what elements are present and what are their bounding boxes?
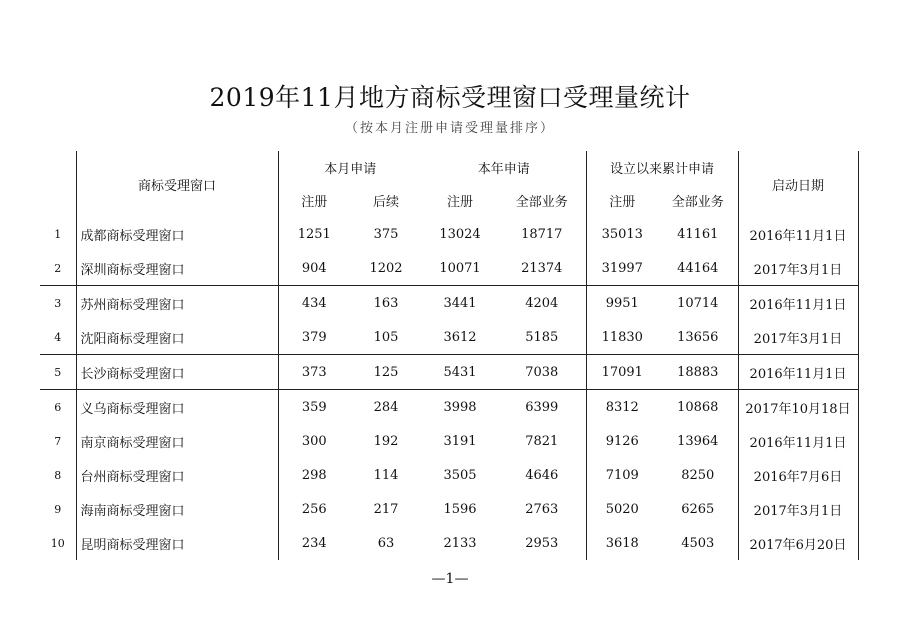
row-index: 1 — [54, 227, 62, 241]
year-registration: 3612 — [443, 329, 477, 345]
table-row — [40, 286, 858, 321]
year-all-business: 21374 — [521, 260, 563, 276]
month-follow-up: 284 — [350, 390, 422, 425]
year-all-business-header: 全部业务 — [515, 195, 568, 210]
start-date: 2017年3月1日 — [738, 251, 858, 286]
cumulative-header: 设立以来累计申请 — [586, 151, 738, 184]
row-index: 2 — [54, 261, 62, 275]
start-date: 2016年11月1日 — [738, 217, 858, 251]
month-follow-up: 217 — [373, 501, 399, 517]
cumulative-registration: 31997 — [586, 251, 658, 286]
page-number: —1— — [431, 571, 469, 587]
cumulative-registration: 35013 — [586, 217, 658, 251]
year-registration: 10071 — [439, 260, 481, 276]
month-registration: 434 — [278, 286, 350, 321]
table-row — [40, 390, 858, 425]
year-registration: 3998 — [422, 390, 498, 425]
month-registration: 298 — [301, 467, 327, 483]
table-row — [40, 217, 858, 251]
start-date: 2017年10月18日 — [738, 390, 858, 425]
row-index: 7 — [54, 434, 62, 448]
start-date: 2017年3月1日 — [738, 492, 858, 526]
start-date: 2017年3月1日 — [738, 320, 858, 355]
year-all-business: 2763 — [525, 501, 559, 517]
row-index: 4 — [54, 330, 62, 344]
cumulative-all-business-header: 全部业务 — [671, 195, 724, 210]
year-registration-header: 注册 — [446, 195, 473, 210]
year-registration: 2133 — [443, 535, 477, 551]
this-year-header: 本年申请 — [477, 162, 530, 177]
cumulative-registration: 8312 — [586, 390, 658, 425]
year-all-business: 4204 — [498, 286, 586, 321]
cumulative-all-business: 6265 — [681, 501, 715, 517]
window-name: 南京商标受理窗口 — [76, 424, 278, 458]
year-all-business: 5185 — [525, 329, 559, 345]
row-index: 10 — [50, 536, 65, 550]
table-row — [40, 492, 858, 526]
month-registration: 373 — [278, 355, 350, 390]
table-row — [40, 251, 858, 286]
month-registration: 379 — [301, 329, 327, 345]
window-name: 苏州商标受理窗口 — [76, 286, 278, 321]
table-row — [40, 320, 858, 355]
cumulative-registration: 5020 — [586, 492, 658, 526]
month-follow-up: 105 — [373, 329, 399, 345]
window-name: 义乌商标受理窗口 — [76, 390, 278, 425]
month-follow-up: 125 — [350, 355, 422, 390]
window-header: 商标受理窗口 — [76, 151, 278, 217]
page-subtitle: （按本月注册申请受理量排序） — [344, 121, 555, 136]
month-follow-up: 63 — [377, 535, 395, 551]
row-index: 3 — [40, 286, 76, 321]
month-follow-up: 163 — [350, 286, 422, 321]
window-name: 长沙商标受理窗口 — [76, 355, 278, 390]
start-date: 2016年11月1日 — [738, 286, 858, 321]
page-title: 2019年11月地方商标受理窗口受理量统计 — [209, 83, 691, 112]
table-row — [40, 458, 858, 492]
month-follow-up: 1202 — [369, 260, 403, 276]
window-name: 台州商标受理窗口 — [76, 458, 278, 492]
year-registration: 3505 — [443, 467, 477, 483]
cumulative-all-business: 18883 — [658, 355, 738, 390]
year-registration: 3191 — [443, 433, 477, 449]
start-date: 2017年6月20日 — [738, 526, 858, 560]
month-registration: 234 — [301, 535, 327, 551]
cumulative-all-business: 41161 — [677, 226, 719, 242]
window-name: 海南商标受理窗口 — [76, 492, 278, 526]
month-registration: 1251 — [297, 226, 331, 242]
month-registration: 256 — [301, 501, 327, 517]
year-all-business: 6399 — [498, 390, 586, 425]
window-name: 沈阳商标受理窗口 — [76, 320, 278, 355]
cumulative-all-business: 10714 — [658, 286, 738, 321]
start-date: 2016年7月6日 — [738, 458, 858, 492]
index-header — [40, 151, 76, 217]
month-registration: 904 — [301, 260, 327, 276]
year-registration: 3441 — [422, 286, 498, 321]
cumulative-registration: 11830 — [586, 320, 658, 355]
cumulative-registration: 17091 — [586, 355, 658, 390]
month-follow-up: 192 — [373, 433, 399, 449]
month-registration: 300 — [301, 433, 327, 449]
year-registration: 1596 — [443, 501, 477, 517]
year-registration: 5431 — [422, 355, 498, 390]
year-all-business: 2953 — [525, 535, 559, 551]
start-date: 2016年11月1日 — [738, 424, 858, 458]
row-index: 5 — [40, 355, 76, 390]
table-row — [40, 424, 858, 458]
year-all-business: 7038 — [498, 355, 586, 390]
cumulative-all-business: 8250 — [681, 467, 715, 483]
start-date-header: 启动日期 — [738, 151, 858, 217]
cumulative-all-business: 10868 — [658, 390, 738, 425]
table-row — [40, 526, 858, 560]
table-row — [40, 355, 858, 390]
year-all-business: 18717 — [521, 226, 563, 242]
this-month-header: 本月申请 — [324, 162, 377, 177]
cumulative-registration: 9126 — [586, 424, 658, 458]
month-registration-header: 注册 — [301, 195, 328, 210]
table-body — [40, 217, 858, 560]
window-name: 昆明商标受理窗口 — [76, 526, 278, 560]
cumulative-all-business: 13656 — [677, 329, 719, 345]
cumulative-registration: 9951 — [586, 286, 658, 321]
cumulative-all-business: 13964 — [677, 433, 719, 449]
cumulative-all-business: 44164 — [677, 260, 719, 276]
row-index: 9 — [54, 502, 62, 516]
row-index: 6 — [40, 390, 76, 425]
window-name: 深圳商标受理窗口 — [76, 251, 278, 286]
year-registration: 13024 — [439, 226, 481, 242]
cumulative-all-business: 4503 — [681, 535, 715, 551]
month-follow-up-header: 后续 — [372, 195, 399, 210]
month-registration: 359 — [278, 390, 350, 425]
statistics-table — [40, 151, 859, 560]
cumulative-registration: 7109 — [586, 458, 658, 492]
month-follow-up: 375 — [373, 226, 399, 242]
window-name: 成都商标受理窗口 — [76, 217, 278, 251]
start-date: 2016年11月1日 — [738, 355, 858, 390]
year-all-business: 4646 — [525, 467, 559, 483]
month-follow-up: 114 — [373, 467, 399, 483]
cumulative-registration: 3618 — [586, 526, 658, 560]
row-index: 8 — [54, 468, 62, 482]
cumulative-registration-header: 注册 — [586, 184, 658, 217]
year-all-business: 7821 — [525, 433, 559, 449]
